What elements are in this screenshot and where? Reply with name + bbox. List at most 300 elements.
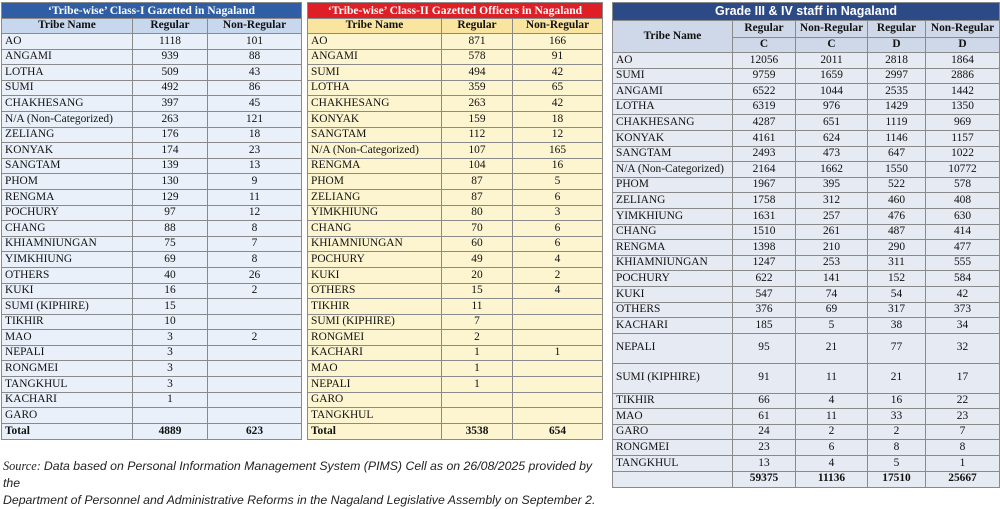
class1-table: [1, 2, 302, 440]
value-cell: 185: [733, 318, 796, 334]
value-cell: 15: [133, 299, 208, 315]
value-cell: 522: [868, 177, 926, 193]
value-cell: 630: [926, 208, 1000, 224]
tribe-name-cell: TANGKHUL: [2, 377, 133, 393]
value-cell: [442, 408, 513, 424]
value-cell: 871: [442, 34, 513, 50]
value-cell: 939: [133, 49, 208, 65]
value-cell: 86: [208, 80, 302, 96]
table-row: [2, 408, 302, 424]
grade34-header-nonregular-c: Non-Regular: [796, 21, 868, 38]
table-row: [308, 330, 603, 346]
tribe-name-cell: RENGMA: [308, 158, 442, 174]
class2-table: [307, 2, 603, 440]
value-cell: 1758: [733, 193, 796, 209]
tribe-name-cell: KUKI: [308, 267, 442, 283]
value-cell: [513, 330, 603, 346]
value-cell: 1022: [926, 146, 1000, 162]
table-row: [2, 330, 302, 346]
tribe-name-cell: AO: [613, 53, 733, 69]
tribe-name-cell: ZELIANG: [2, 127, 133, 143]
value-cell: 12056: [733, 53, 796, 69]
value-cell: 21: [868, 363, 926, 393]
value-cell: 11: [208, 189, 302, 205]
table-row: [2, 174, 302, 190]
value-cell: 166: [513, 34, 603, 50]
value-cell: 139: [133, 158, 208, 174]
grade34-header-nonregular-d: Non-Regular: [926, 21, 1000, 38]
value-cell: 16: [513, 158, 603, 174]
value-cell: 261: [796, 224, 868, 240]
table-row: [308, 205, 603, 221]
value-cell: 1967: [733, 177, 796, 193]
value-cell: 492: [133, 80, 208, 96]
class2-header-nonregular: Non-Regular: [513, 19, 603, 34]
table-row: [613, 146, 1000, 162]
tribe-name-cell: SUMI: [613, 68, 733, 84]
value-cell: 129: [133, 189, 208, 205]
value-cell: [513, 377, 603, 393]
value-cell: 476: [868, 208, 926, 224]
table-row: [613, 409, 1000, 425]
class1-header-regular: Regular: [133, 19, 208, 34]
value-cell: 376: [733, 302, 796, 318]
value-cell: 74: [796, 286, 868, 302]
tribe-name-cell: N/A (Non-Categorized): [308, 143, 442, 159]
value-cell: 112: [442, 127, 513, 143]
tribe-name-cell: KACHARI: [2, 392, 133, 408]
class2-header-tribe: Tribe Name: [308, 19, 442, 34]
value-cell: 3: [133, 361, 208, 377]
value-cell: 2818: [868, 53, 926, 69]
value-cell: 1864: [926, 53, 1000, 69]
value-cell: 11: [796, 363, 868, 393]
value-cell: 1: [442, 361, 513, 377]
table-row: [308, 345, 603, 361]
value-cell: 40: [133, 267, 208, 283]
tribe-name-cell: TIKHIR: [2, 314, 133, 330]
value-cell: 3: [133, 330, 208, 346]
value-cell: 34: [926, 318, 1000, 334]
tribe-name-cell: ZELIANG: [613, 193, 733, 209]
value-cell: 11: [796, 409, 868, 425]
value-cell: 210: [796, 240, 868, 256]
tribe-name-cell: KHIAMNIUNGAN: [613, 255, 733, 271]
value-cell: 578: [442, 49, 513, 65]
table-row: [613, 84, 1000, 100]
value-cell: 4: [796, 456, 868, 472]
value-cell: 38: [868, 318, 926, 334]
value-cell: 91: [733, 363, 796, 393]
tribe-name-cell: KHIAMNIUNGAN: [2, 236, 133, 252]
tribe-name-cell: SUMI: [308, 65, 442, 81]
value-cell: 16: [133, 283, 208, 299]
table-row: [613, 193, 1000, 209]
table-row: [613, 318, 1000, 334]
tribe-name-cell: TIKHIR: [308, 299, 442, 315]
tribe-name-cell: RONGMEI: [613, 440, 733, 456]
tribe-name-cell: LOTHA: [613, 99, 733, 115]
tribe-name-cell: CHANG: [613, 224, 733, 240]
total-row: [308, 423, 603, 439]
value-cell: [513, 314, 603, 330]
table-row: [2, 314, 302, 330]
value-cell: 6: [513, 236, 603, 252]
value-cell: 23: [926, 409, 1000, 425]
tribe-name-cell: TANGKHUL: [613, 456, 733, 472]
grade34-header-tribe: Tribe Name: [613, 21, 733, 53]
value-cell: 69: [133, 252, 208, 268]
table-row: [308, 252, 603, 268]
value-cell: 165: [513, 143, 603, 159]
table-row: [308, 34, 603, 50]
value-cell: 2: [513, 267, 603, 283]
value-cell: 1157: [926, 130, 1000, 146]
value-cell: 130: [133, 174, 208, 190]
tribe-name-cell: PHOM: [308, 174, 442, 190]
tribe-name-cell: KONYAK: [613, 130, 733, 146]
value-cell: 584: [926, 271, 1000, 287]
source-line2: Department of Personnel and Administrative Reforms in the Nagaland Legislative Assembly on September 2.: [3, 493, 596, 507]
value-cell: 312: [796, 193, 868, 209]
value-cell: 10772: [926, 162, 1000, 178]
value-cell: 8: [926, 440, 1000, 456]
table-row: [308, 127, 603, 143]
table-row: [613, 333, 1000, 363]
value-cell: 6522: [733, 84, 796, 100]
value-cell: [208, 361, 302, 377]
tribe-name-cell: LOTHA: [308, 80, 442, 96]
tribe-name-cell: PHOM: [2, 174, 133, 190]
source-line1: Data based on Personal Information Management System (PIMS) Cell as on 26/08/2025 provided by the: [3, 459, 593, 490]
value-cell: 77: [868, 333, 926, 363]
value-cell: 651: [796, 115, 868, 131]
value-cell: 13: [733, 456, 796, 472]
value-cell: 263: [442, 96, 513, 112]
value-cell: 61: [733, 409, 796, 425]
tribe-name-cell: CHANG: [2, 221, 133, 237]
total-value: 11136: [796, 471, 868, 487]
grade34-subheader-d: D: [926, 38, 1000, 53]
tribe-name-cell: AO: [308, 34, 442, 50]
total-label: [613, 471, 733, 487]
tribe-name-cell: SUMI (KIPHIRE): [2, 299, 133, 315]
value-cell: 18: [208, 127, 302, 143]
tribe-name-cell: GARO: [613, 424, 733, 440]
value-cell: 7: [926, 424, 1000, 440]
class1-header-tribe: Tribe Name: [2, 19, 133, 34]
value-cell: [208, 345, 302, 361]
total-value: 59375: [733, 471, 796, 487]
value-cell: 1146: [868, 130, 926, 146]
tribe-name-cell: YIMKHIUNG: [2, 252, 133, 268]
table-row: [613, 271, 1000, 287]
value-cell: 45: [208, 96, 302, 112]
table-row: [2, 392, 302, 408]
value-cell: 15: [442, 283, 513, 299]
table-row: [2, 345, 302, 361]
table-row: [613, 115, 1000, 131]
value-cell: 5: [796, 318, 868, 334]
value-cell: 6: [513, 189, 603, 205]
value-cell: 624: [796, 130, 868, 146]
tribe-name-cell: POCHURY: [2, 205, 133, 221]
tribe-name-cell: SUMI (KIPHIRE): [308, 314, 442, 330]
value-cell: 152: [868, 271, 926, 287]
value-cell: [442, 392, 513, 408]
value-cell: 2164: [733, 162, 796, 178]
table-row: [308, 143, 603, 159]
value-cell: 509: [133, 65, 208, 81]
total-value: 654: [513, 423, 603, 439]
table-row: [613, 286, 1000, 302]
value-cell: 18: [513, 111, 603, 127]
value-cell: 22: [926, 393, 1000, 409]
tribe-name-cell: MAO: [308, 361, 442, 377]
grade34-header-regular-c: Regular: [733, 21, 796, 38]
value-cell: 32: [926, 333, 1000, 363]
value-cell: 3: [133, 377, 208, 393]
tribe-name-cell: RENGMA: [613, 240, 733, 256]
tribe-name-cell: ZELIANG: [308, 189, 442, 205]
total-value: 623: [208, 423, 302, 439]
tribe-name-cell: CHANG: [308, 221, 442, 237]
table-row: [2, 49, 302, 65]
tribe-name-cell: SANGTAM: [2, 158, 133, 174]
value-cell: 5: [513, 174, 603, 190]
table-row: [613, 68, 1000, 84]
value-cell: 88: [133, 221, 208, 237]
value-cell: 141: [796, 271, 868, 287]
tribe-name-cell: YIMKHIUNG: [308, 205, 442, 221]
tribe-name-cell: RONGMEI: [2, 361, 133, 377]
value-cell: 473: [796, 146, 868, 162]
tribe-name-cell: RENGMA: [2, 189, 133, 205]
value-cell: 2: [868, 424, 926, 440]
value-cell: 42: [926, 286, 1000, 302]
value-cell: 4161: [733, 130, 796, 146]
table-row: [308, 158, 603, 174]
value-cell: 6319: [733, 99, 796, 115]
value-cell: 2535: [868, 84, 926, 100]
value-cell: 75: [133, 236, 208, 252]
class2-header-regular: Regular: [442, 19, 513, 34]
tribe-name-cell: KONYAK: [308, 111, 442, 127]
value-cell: 97: [133, 205, 208, 221]
tribe-name-cell: RONGMEI: [308, 330, 442, 346]
value-cell: 408: [926, 193, 1000, 209]
tribe-name-cell: KUKI: [613, 286, 733, 302]
value-cell: 8: [208, 252, 302, 268]
value-cell: 1442: [926, 84, 1000, 100]
value-cell: 1: [926, 456, 1000, 472]
tribe-name-cell: OTHERS: [2, 267, 133, 283]
table-row: [613, 177, 1000, 193]
value-cell: 257: [796, 208, 868, 224]
total-value: 17510: [868, 471, 926, 487]
value-cell: 87: [442, 174, 513, 190]
value-cell: 101: [208, 34, 302, 50]
value-cell: [133, 408, 208, 424]
tribe-name-cell: KACHARI: [613, 318, 733, 334]
value-cell: 9: [208, 174, 302, 190]
table-row: [308, 283, 603, 299]
value-cell: 33: [868, 409, 926, 425]
value-cell: 1659: [796, 68, 868, 84]
value-cell: 1: [133, 392, 208, 408]
value-cell: 1429: [868, 99, 926, 115]
value-cell: 2886: [926, 68, 1000, 84]
value-cell: 91: [513, 49, 603, 65]
tribe-name-cell: CHAKHESANG: [308, 96, 442, 112]
table-row: [2, 65, 302, 81]
table-row: [308, 96, 603, 112]
source-note: [3, 458, 603, 509]
tribe-name-cell: YIMKHIUNG: [613, 208, 733, 224]
value-cell: 2011: [796, 53, 868, 69]
value-cell: 8: [868, 440, 926, 456]
value-cell: 20: [442, 267, 513, 283]
value-cell: 2: [442, 330, 513, 346]
table-row: [2, 252, 302, 268]
value-cell: 1631: [733, 208, 796, 224]
table-row: [613, 302, 1000, 318]
class1-header-nonregular: Non-Regular: [208, 19, 302, 34]
table-row: [308, 189, 603, 205]
value-cell: 290: [868, 240, 926, 256]
value-cell: 176: [133, 127, 208, 143]
value-cell: 121: [208, 111, 302, 127]
value-cell: 60: [442, 236, 513, 252]
value-cell: 4: [796, 393, 868, 409]
table-row: [308, 314, 603, 330]
value-cell: 70: [442, 221, 513, 237]
table-row: [2, 267, 302, 283]
tribe-name-cell: ANGAMI: [308, 49, 442, 65]
value-cell: 647: [868, 146, 926, 162]
value-cell: 104: [442, 158, 513, 174]
grade34-header-regular-d: Regular: [868, 21, 926, 38]
tribe-name-cell: ANGAMI: [2, 49, 133, 65]
value-cell: 8: [208, 221, 302, 237]
value-cell: 1: [442, 345, 513, 361]
value-cell: 17: [926, 363, 1000, 393]
table-row: [613, 393, 1000, 409]
value-cell: 460: [868, 193, 926, 209]
tribe-name-cell: POCHURY: [613, 271, 733, 287]
value-cell: 311: [868, 255, 926, 271]
table-row: [308, 80, 603, 96]
value-cell: [208, 392, 302, 408]
value-cell: 414: [926, 224, 1000, 240]
value-cell: 477: [926, 240, 1000, 256]
grade34-table: [612, 2, 1000, 488]
value-cell: 7: [442, 314, 513, 330]
table-row: [2, 80, 302, 96]
value-cell: 4: [513, 252, 603, 268]
tribe-name-cell: GARO: [2, 408, 133, 424]
value-cell: 87: [442, 189, 513, 205]
value-cell: 42: [513, 96, 603, 112]
tribe-name-cell: PHOM: [613, 177, 733, 193]
table-row: [308, 408, 603, 424]
value-cell: 395: [796, 177, 868, 193]
value-cell: 9759: [733, 68, 796, 84]
value-cell: 16: [868, 393, 926, 409]
tribe-name-cell: CHAKHESANG: [613, 115, 733, 131]
tribe-name-cell: NEPALI: [2, 345, 133, 361]
value-cell: 1510: [733, 224, 796, 240]
value-cell: 24: [733, 424, 796, 440]
value-cell: 359: [442, 80, 513, 96]
value-cell: 253: [796, 255, 868, 271]
value-cell: 578: [926, 177, 1000, 193]
value-cell: 107: [442, 143, 513, 159]
total-label: Total: [308, 423, 442, 439]
table-row: [308, 377, 603, 393]
table-row: [2, 236, 302, 252]
value-cell: [513, 299, 603, 315]
value-cell: 66: [733, 393, 796, 409]
grade34-subheader-c: C: [796, 38, 868, 53]
tribe-name-cell: OTHERS: [308, 283, 442, 299]
grade34-subheader-d: D: [868, 38, 926, 53]
value-cell: 42: [513, 65, 603, 81]
value-cell: 5: [868, 456, 926, 472]
total-label: Total: [2, 423, 133, 439]
grade34-subheader-c: C: [733, 38, 796, 53]
table-row: [2, 189, 302, 205]
value-cell: 23: [208, 143, 302, 159]
value-cell: 1398: [733, 240, 796, 256]
value-cell: [513, 361, 603, 377]
tribe-name-cell: KONYAK: [2, 143, 133, 159]
table-row: [308, 361, 603, 377]
table-row: [613, 456, 1000, 472]
tribe-name-cell: LOTHA: [2, 65, 133, 81]
tribe-name-cell: NEPALI: [308, 377, 442, 393]
table-row: [2, 158, 302, 174]
value-cell: 622: [733, 271, 796, 287]
tribe-name-cell: MAO: [2, 330, 133, 346]
tribe-name-cell: ANGAMI: [613, 84, 733, 100]
table-row: [308, 65, 603, 81]
value-cell: 12: [208, 205, 302, 221]
tribe-name-cell: N/A (Non-Categorized): [2, 111, 133, 127]
table-row: [613, 162, 1000, 178]
value-cell: 4: [513, 283, 603, 299]
value-cell: 317: [868, 302, 926, 318]
tribe-name-cell: TANGKHUL: [308, 408, 442, 424]
table-row: [613, 255, 1000, 271]
value-cell: 12: [513, 127, 603, 143]
table-row: [613, 224, 1000, 240]
table-row: [308, 49, 603, 65]
table-row: [2, 361, 302, 377]
tribe-name-cell: CHAKHESANG: [2, 96, 133, 112]
value-cell: 2493: [733, 146, 796, 162]
tribe-name-cell: SUMI (KIPHIRE): [613, 363, 733, 393]
table-row: [613, 440, 1000, 456]
table-row: [2, 205, 302, 221]
value-cell: [208, 299, 302, 315]
tribe-name-cell: GARO: [308, 392, 442, 408]
value-cell: 2: [208, 330, 302, 346]
value-cell: 88: [208, 49, 302, 65]
value-cell: 11: [442, 299, 513, 315]
value-cell: 4287: [733, 115, 796, 131]
value-cell: 95: [733, 333, 796, 363]
